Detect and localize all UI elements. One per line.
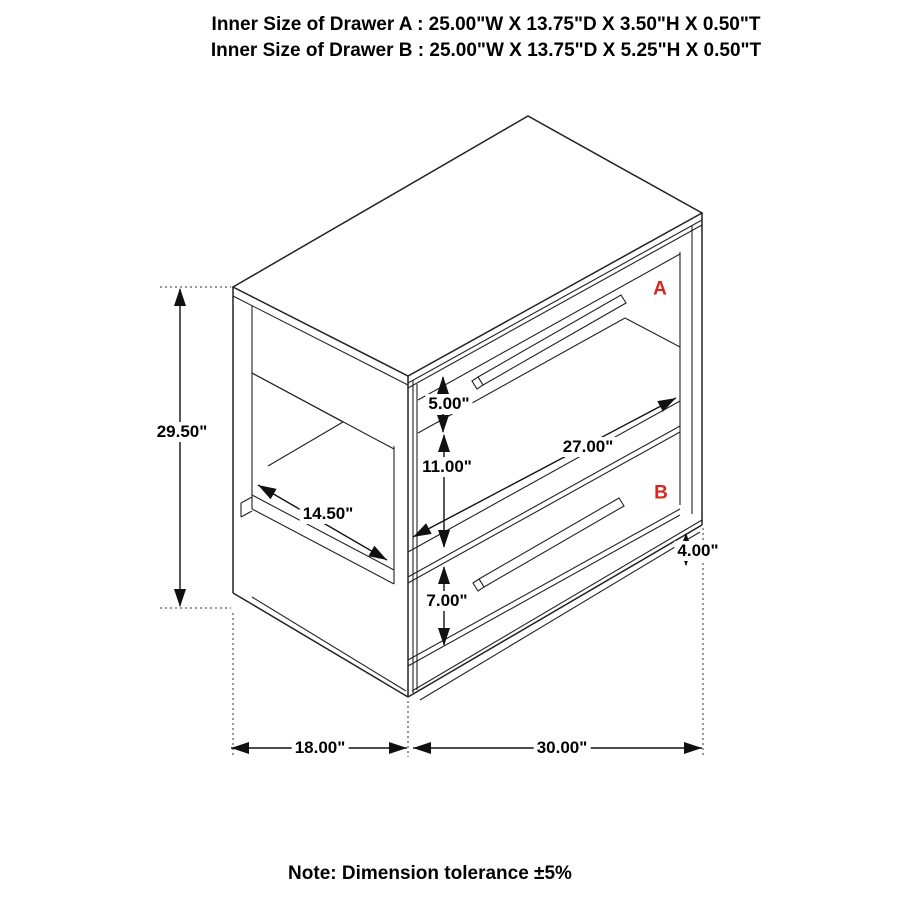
drawer-a-handle — [472, 295, 626, 389]
opening-height-label: 11.00" — [419, 457, 475, 477]
extension-lines — [160, 287, 703, 757]
dimension-29-50 — [174, 288, 186, 607]
drawer-a-top-edge — [418, 254, 680, 400]
drawer-a-inner-size: Inner Size of Drawer A : 25.00"W X 13.75"D X 3.50"H X 0.50"T — [211, 14, 761, 35]
drawer-b-handle — [473, 498, 624, 591]
top-face — [233, 116, 702, 376]
drawer-b-inner-size: Inner Size of Drawer B : 25.00"W X 13.75"D X 5.25"H X 0.50"T — [210, 40, 762, 61]
overall-width-label: 30.00" — [534, 738, 591, 758]
overall-height-label: 29.50" — [154, 422, 211, 442]
drawer-a-bottom-edge — [418, 318, 625, 433]
opening-width-label: 27.00" — [560, 437, 617, 457]
drawer-a-label: A — [653, 278, 667, 300]
shelf-depth-label: 14.50" — [300, 504, 357, 524]
overall-depth-label: 18.00" — [292, 738, 349, 758]
drawer-b-height-label: 7.00" — [423, 591, 470, 611]
tolerance-note: Note: Dimension tolerance ±5% — [288, 863, 572, 884]
base-height-label: 4.00" — [674, 541, 721, 561]
side-face-shelf — [233, 296, 408, 584]
title-block — [211, 12, 761, 64]
dimension-11-00 — [438, 434, 450, 548]
drawer-a-height-label: 5.00" — [425, 394, 472, 414]
drawer-b-label: B — [654, 482, 668, 504]
